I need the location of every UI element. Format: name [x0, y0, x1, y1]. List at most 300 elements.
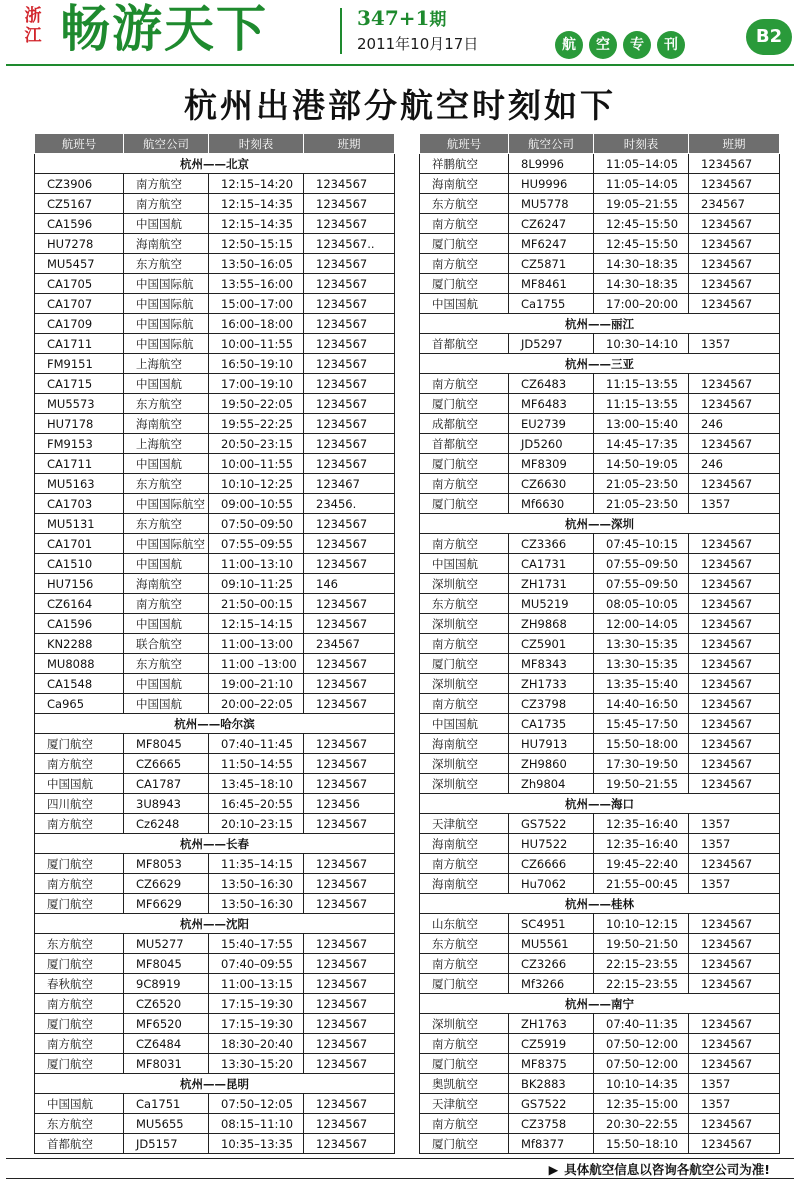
airline-cell: 南方航空	[420, 474, 509, 494]
airline-cell: 中国国际航	[124, 294, 209, 314]
days-cell: 1234567	[689, 294, 780, 314]
time-cell: 12:15–14:20	[209, 174, 304, 194]
flight-cell: MF8053	[124, 854, 209, 874]
table-row	[35, 194, 395, 214]
col-header-flight: 航班号	[35, 134, 124, 154]
time-cell: 07:45–10:15	[594, 534, 689, 554]
table-row	[35, 734, 395, 754]
time-cell: 18:30–20:40	[209, 1034, 304, 1054]
days-cell: 1234567	[304, 1134, 395, 1154]
route-group-row	[420, 354, 780, 374]
days-cell: 1234567	[689, 974, 780, 994]
airline-cell: 海南航空	[124, 574, 209, 594]
time-cell: 12:45–15:50	[594, 214, 689, 234]
time-cell: 07:50–09:50	[209, 514, 304, 534]
days-cell: 246	[689, 454, 780, 474]
time-cell: 12:35–15:00	[594, 1094, 689, 1114]
days-cell: 1357	[689, 834, 780, 854]
flight-cell: MF8375	[509, 1054, 594, 1074]
airline-cell: 厦门航空	[420, 494, 509, 514]
time-cell: 11:15–13:55	[594, 394, 689, 414]
time-cell: 13:30–15:20	[209, 1054, 304, 1074]
time-cell: 07:50–12:05	[209, 1094, 304, 1114]
col-header-airline: 航空公司	[124, 134, 209, 154]
flight-cell: MF8045	[124, 734, 209, 754]
flight-cell: ZH1763	[509, 1014, 594, 1034]
flight-cell: ZH1733	[509, 674, 594, 694]
masthead-rule	[6, 64, 794, 66]
flight-cell: CA1510	[35, 554, 124, 574]
time-cell: 12:45–15:50	[594, 234, 689, 254]
days-cell: 1234567	[689, 1114, 780, 1134]
airline-cell: 南方航空	[420, 1034, 509, 1054]
days-cell: 1234567	[689, 594, 780, 614]
time-cell: 15:00–17:00	[209, 294, 304, 314]
airline-cell: 天津航空	[420, 1094, 509, 1114]
airline-cell: 东方航空	[124, 254, 209, 274]
days-cell: 1357	[689, 1074, 780, 1094]
flight-cell: CA1711	[35, 334, 124, 354]
days-cell: 1234567	[304, 594, 395, 614]
airline-cell: 南方航空	[420, 694, 509, 714]
route-group-row	[420, 894, 780, 914]
flight-cell: CA1787	[124, 774, 209, 794]
time-cell: 10:00–11:55	[209, 454, 304, 474]
province-label: 浙江	[24, 6, 42, 46]
time-cell: 17:15–19:30	[209, 1014, 304, 1034]
airline-cell: 深圳航空	[420, 1014, 509, 1034]
airline-cell: 海南航空	[420, 874, 509, 894]
airline-cell: 上海航空	[124, 434, 209, 454]
days-cell: 1234567	[304, 214, 395, 234]
footer-note	[549, 1160, 770, 1178]
time-cell: 07:55–09:50	[594, 574, 689, 594]
airline-cell: 厦门航空	[420, 234, 509, 254]
airline-cell: 南方航空	[124, 194, 209, 214]
route-label: 杭州——昆明	[35, 1074, 395, 1094]
days-cell: 1357	[689, 334, 780, 354]
triangle-icon: ▶	[548, 1162, 559, 1177]
flight-cell: ZH9868	[509, 614, 594, 634]
flight-cell: CA1548	[35, 674, 124, 694]
airline-cell: 南方航空	[420, 534, 509, 554]
airline-cell: 海南航空	[420, 734, 509, 754]
airline-cell: 海南航空	[420, 834, 509, 854]
airline-cell: 深圳航空	[420, 614, 509, 634]
flight-cell: MF8309	[509, 454, 594, 474]
airline-cell: 南方航空	[35, 1034, 124, 1054]
airline-cell: 厦门航空	[420, 974, 509, 994]
flight-cell: Ca1755	[509, 294, 594, 314]
table-row	[420, 274, 780, 294]
time-cell: 13:35–15:40	[594, 674, 689, 694]
airline-cell: 南方航空	[420, 634, 509, 654]
flight-cell: CZ3798	[509, 694, 594, 714]
table-row	[420, 934, 780, 954]
days-cell: 1234567	[689, 854, 780, 874]
flight-cell: HU9996	[509, 174, 594, 194]
airline-cell: 中国国航	[124, 214, 209, 234]
days-cell: 1234567	[689, 1054, 780, 1074]
column-char: 专	[623, 31, 651, 59]
flight-cell: 8L9996	[509, 154, 594, 174]
airline-cell: 山东航空	[420, 914, 509, 934]
table-row	[35, 594, 395, 614]
time-cell: 22:15–23:55	[594, 974, 689, 994]
flight-cell: CA1731	[509, 554, 594, 574]
footer-rule	[6, 1158, 794, 1159]
time-cell: 12:15–14:15	[209, 614, 304, 634]
flight-cell: CZ5919	[509, 1034, 594, 1054]
table-row	[420, 974, 780, 994]
time-cell: 08:15–11:10	[209, 1114, 304, 1134]
airline-cell: 中国国际航	[124, 334, 209, 354]
table-row	[35, 234, 395, 254]
time-cell: 19:55–22:25	[209, 414, 304, 434]
days-cell: 1234567	[689, 274, 780, 294]
column-char: 刊	[657, 31, 685, 59]
time-cell: 15:40–17:55	[209, 934, 304, 954]
flight-cell: CZ6520	[124, 994, 209, 1014]
route-label: 杭州——沈阳	[35, 914, 395, 934]
table-row	[420, 754, 780, 774]
time-cell: 09:00–10:55	[209, 494, 304, 514]
airline-cell: 中国国际航	[124, 314, 209, 334]
table-row	[420, 174, 780, 194]
table-row	[35, 514, 395, 534]
table-row	[420, 374, 780, 394]
airline-cell: 厦门航空	[420, 1134, 509, 1154]
table-row	[420, 554, 780, 574]
flight-cell: MF8461	[509, 274, 594, 294]
flight-cell: MF6629	[124, 894, 209, 914]
time-cell: 13:30–15:35	[594, 634, 689, 654]
time-cell: 11:05–14:05	[594, 154, 689, 174]
table-row	[35, 654, 395, 674]
left-schedule-table	[34, 133, 395, 1154]
airline-cell: 南方航空	[124, 174, 209, 194]
flight-cell: FM9153	[35, 434, 124, 454]
days-cell: 1234567	[304, 174, 395, 194]
flight-cell: MU5561	[509, 934, 594, 954]
days-cell: 1234567	[689, 254, 780, 274]
table-row	[420, 414, 780, 434]
days-cell: 1357	[689, 494, 780, 514]
table-row	[35, 954, 395, 974]
airline-cell: 首都航空	[420, 434, 509, 454]
table-row	[35, 374, 395, 394]
time-cell: 19:45–22:40	[594, 854, 689, 874]
time-cell: 10:10–14:35	[594, 1074, 689, 1094]
time-cell: 17:30–19:50	[594, 754, 689, 774]
right-schedule-table	[419, 133, 780, 1154]
time-cell: 10:00–11:55	[209, 334, 304, 354]
flight-cell: CZ3758	[509, 1114, 594, 1134]
table-row	[420, 674, 780, 694]
time-cell: 17:15–19:30	[209, 994, 304, 1014]
flight-cell: CZ6164	[35, 594, 124, 614]
airline-cell: 中国国航	[124, 614, 209, 634]
time-cell: 13:50–16:30	[209, 894, 304, 914]
time-cell: 21:50–00:15	[209, 594, 304, 614]
table-row	[420, 494, 780, 514]
days-cell: 1234567	[689, 534, 780, 554]
days-cell: 1234567	[304, 814, 395, 834]
flight-cell: GS7522	[509, 814, 594, 834]
table-row	[35, 1054, 395, 1074]
flight-cell: MF8343	[509, 654, 594, 674]
days-cell: 1234567	[689, 234, 780, 254]
table-row	[420, 454, 780, 474]
col-header-days: 班期	[304, 134, 395, 154]
table-row	[420, 534, 780, 554]
flight-cell: MF8031	[124, 1054, 209, 1074]
table-row	[35, 794, 395, 814]
table-row	[35, 1114, 395, 1134]
route-label: 杭州——北京	[35, 154, 395, 174]
days-cell: 234567	[689, 194, 780, 214]
flight-cell: Ca965	[35, 694, 124, 714]
time-cell: 12:15–14:35	[209, 194, 304, 214]
col-header-airline: 航空公司	[509, 134, 594, 154]
time-cell: 17:00–19:10	[209, 374, 304, 394]
table-row	[35, 414, 395, 434]
days-cell: 1234567	[689, 774, 780, 794]
flight-cell: EU2739	[509, 414, 594, 434]
days-cell: 1234567	[304, 354, 395, 374]
table-row	[35, 474, 395, 494]
table-row	[35, 274, 395, 294]
time-cell: 14:50–19:05	[594, 454, 689, 474]
flight-cell: SC4951	[509, 914, 594, 934]
route-group-row	[35, 714, 395, 734]
route-group-row	[35, 154, 395, 174]
airline-cell: 海南航空	[420, 174, 509, 194]
airline-cell: 南方航空	[35, 754, 124, 774]
table-row	[35, 314, 395, 334]
issue-date: 2011年10月17日	[357, 35, 479, 53]
flight-cell: CA1711	[35, 454, 124, 474]
masthead-divider	[340, 8, 342, 54]
col-header-flight: 航班号	[420, 134, 509, 154]
airline-cell: 深圳航空	[420, 674, 509, 694]
column-name	[555, 31, 685, 59]
time-cell: 21:05–23:50	[594, 474, 689, 494]
airline-cell: 南方航空	[35, 874, 124, 894]
table-row	[420, 654, 780, 674]
table-row	[35, 814, 395, 834]
time-cell: 19:50–22:05	[209, 394, 304, 414]
days-cell: 1234567	[689, 214, 780, 234]
route-label: 杭州——三亚	[420, 354, 780, 374]
days-cell: 1234567	[689, 374, 780, 394]
table-row	[420, 834, 780, 854]
airline-cell: 海南航空	[124, 414, 209, 434]
route-group-row	[420, 994, 780, 1014]
flight-cell: CZ6483	[509, 374, 594, 394]
route-group-row	[35, 914, 395, 934]
route-group-row	[420, 314, 780, 334]
days-cell: 1234567	[689, 634, 780, 654]
days-cell: 1234567	[304, 514, 395, 534]
flight-cell: CZ3366	[509, 534, 594, 554]
days-cell: 1234567	[304, 454, 395, 474]
days-cell: 1234567	[689, 574, 780, 594]
flight-cell: MF6247	[509, 234, 594, 254]
airline-cell: 厦门航空	[35, 1014, 124, 1034]
airline-cell: 厦门航空	[35, 1054, 124, 1074]
flight-cell: CA1596	[35, 614, 124, 634]
flight-cell: HU7913	[509, 734, 594, 754]
days-cell: 1234567	[304, 894, 395, 914]
airline-cell: 厦门航空	[420, 1054, 509, 1074]
time-cell: 21:55–00:45	[594, 874, 689, 894]
time-cell: 19:50–21:50	[594, 934, 689, 954]
flight-cell: GS7522	[509, 1094, 594, 1114]
airline-cell: 南方航空	[35, 994, 124, 1014]
flight-cell: MU5457	[35, 254, 124, 274]
table-row	[35, 534, 395, 554]
flight-cell: Hu7062	[509, 874, 594, 894]
time-cell: 19:50–21:55	[594, 774, 689, 794]
airline-cell: 四川航空	[35, 794, 124, 814]
table-row	[35, 754, 395, 774]
table-row	[35, 614, 395, 634]
table-row	[35, 254, 395, 274]
days-cell: 1357	[689, 1094, 780, 1114]
days-cell: 1234567	[304, 1014, 395, 1034]
days-cell: 234567	[304, 634, 395, 654]
days-cell: 1234567	[304, 554, 395, 574]
days-cell: 123456	[304, 794, 395, 814]
time-cell: 12:15–14:35	[209, 214, 304, 234]
airline-cell: 厦门航空	[420, 654, 509, 674]
airline-cell: 中国国航	[420, 294, 509, 314]
airline-cell: 东方航空	[124, 394, 209, 414]
time-cell: 15:50–18:10	[594, 1134, 689, 1154]
days-cell: 1234567	[689, 394, 780, 414]
airline-cell: 南方航空	[420, 854, 509, 874]
time-cell: 13:00–15:40	[594, 414, 689, 434]
airline-cell: 联合航空	[124, 634, 209, 654]
table-row	[420, 154, 780, 174]
issue-suffix: 期	[429, 10, 447, 30]
route-group-row	[420, 794, 780, 814]
table-row	[35, 354, 395, 374]
table-row	[420, 474, 780, 494]
flight-cell: CZ6666	[509, 854, 594, 874]
airline-cell: 深圳航空	[420, 574, 509, 594]
flight-cell: MF6483	[509, 394, 594, 414]
time-cell: 11:05–14:05	[594, 174, 689, 194]
days-cell: 1234567..	[304, 234, 395, 254]
time-cell: 07:40–11:45	[209, 734, 304, 754]
footer-bottom-rule	[6, 1178, 794, 1179]
time-cell: 09:10–11:25	[209, 574, 304, 594]
time-cell: 16:50–19:10	[209, 354, 304, 374]
flight-cell: Ca1751	[124, 1094, 209, 1114]
table-row	[420, 774, 780, 794]
airline-cell: 南方航空	[124, 594, 209, 614]
days-cell: 1234567	[304, 374, 395, 394]
flight-cell: Mf3266	[509, 974, 594, 994]
table-row	[420, 1134, 780, 1154]
airline-cell: 东方航空	[420, 194, 509, 214]
masthead	[0, 0, 800, 62]
col-header-time: 时刻表	[209, 134, 304, 154]
time-cell: 15:50–18:00	[594, 734, 689, 754]
airline-cell: 成都航空	[420, 414, 509, 434]
issue-number	[357, 5, 446, 30]
airline-cell: 上海航空	[124, 354, 209, 374]
time-cell: 13:50–16:05	[209, 254, 304, 274]
time-cell: 13:55–16:00	[209, 274, 304, 294]
airline-cell: 祥鹏航空	[420, 154, 509, 174]
table-row	[420, 334, 780, 354]
table-row	[420, 394, 780, 414]
time-cell: 10:30–14:10	[594, 334, 689, 354]
route-label: 杭州——南宁	[420, 994, 780, 1014]
issue-number-value: 347+1	[357, 6, 430, 30]
time-cell: 11:00–13:00	[209, 634, 304, 654]
time-cell: 07:50–12:00	[594, 1034, 689, 1054]
airline-cell: 首都航空	[35, 1134, 124, 1154]
flight-cell: Cz6248	[124, 814, 209, 834]
table-row	[35, 174, 395, 194]
days-cell: 1234567	[304, 874, 395, 894]
airline-cell: 东方航空	[420, 594, 509, 614]
route-label: 杭州——桂林	[420, 894, 780, 914]
flight-cell: CA1703	[35, 494, 124, 514]
flight-cell: CZ5167	[35, 194, 124, 214]
time-cell: 07:40–11:35	[594, 1014, 689, 1034]
table-row	[35, 634, 395, 654]
time-cell: 11:35–14:15	[209, 854, 304, 874]
flight-cell: Zh9804	[509, 774, 594, 794]
days-cell: 1234567	[304, 414, 395, 434]
table-row	[420, 1054, 780, 1074]
flight-cell: MF6520	[124, 1014, 209, 1034]
time-cell: 20:10–23:15	[209, 814, 304, 834]
table-row	[420, 854, 780, 874]
flight-cell: CZ6630	[509, 474, 594, 494]
route-label: 杭州——丽江	[420, 314, 780, 334]
flight-cell: MF8045	[124, 954, 209, 974]
days-cell: 1234567	[304, 254, 395, 274]
route-group-row	[420, 514, 780, 534]
days-cell: 1234567	[304, 954, 395, 974]
days-cell: 1234567	[304, 994, 395, 1014]
table-row	[420, 694, 780, 714]
flight-cell: HU7278	[35, 234, 124, 254]
days-cell: 1234567	[304, 694, 395, 714]
table-row	[420, 234, 780, 254]
flight-cell: CZ5871	[509, 254, 594, 274]
time-cell: 10:10–12:25	[209, 474, 304, 494]
header-row	[420, 134, 780, 154]
table-row	[420, 1094, 780, 1114]
days-cell: 123467	[304, 474, 395, 494]
days-cell: 1234567	[689, 434, 780, 454]
col-header-days: 班期	[689, 134, 780, 154]
table-row	[420, 634, 780, 654]
table-row	[420, 594, 780, 614]
airline-cell: 深圳航空	[420, 754, 509, 774]
flight-cell: FM9151	[35, 354, 124, 374]
column-char: 航	[555, 31, 583, 59]
table-row	[420, 614, 780, 634]
days-cell: 1234567	[304, 674, 395, 694]
